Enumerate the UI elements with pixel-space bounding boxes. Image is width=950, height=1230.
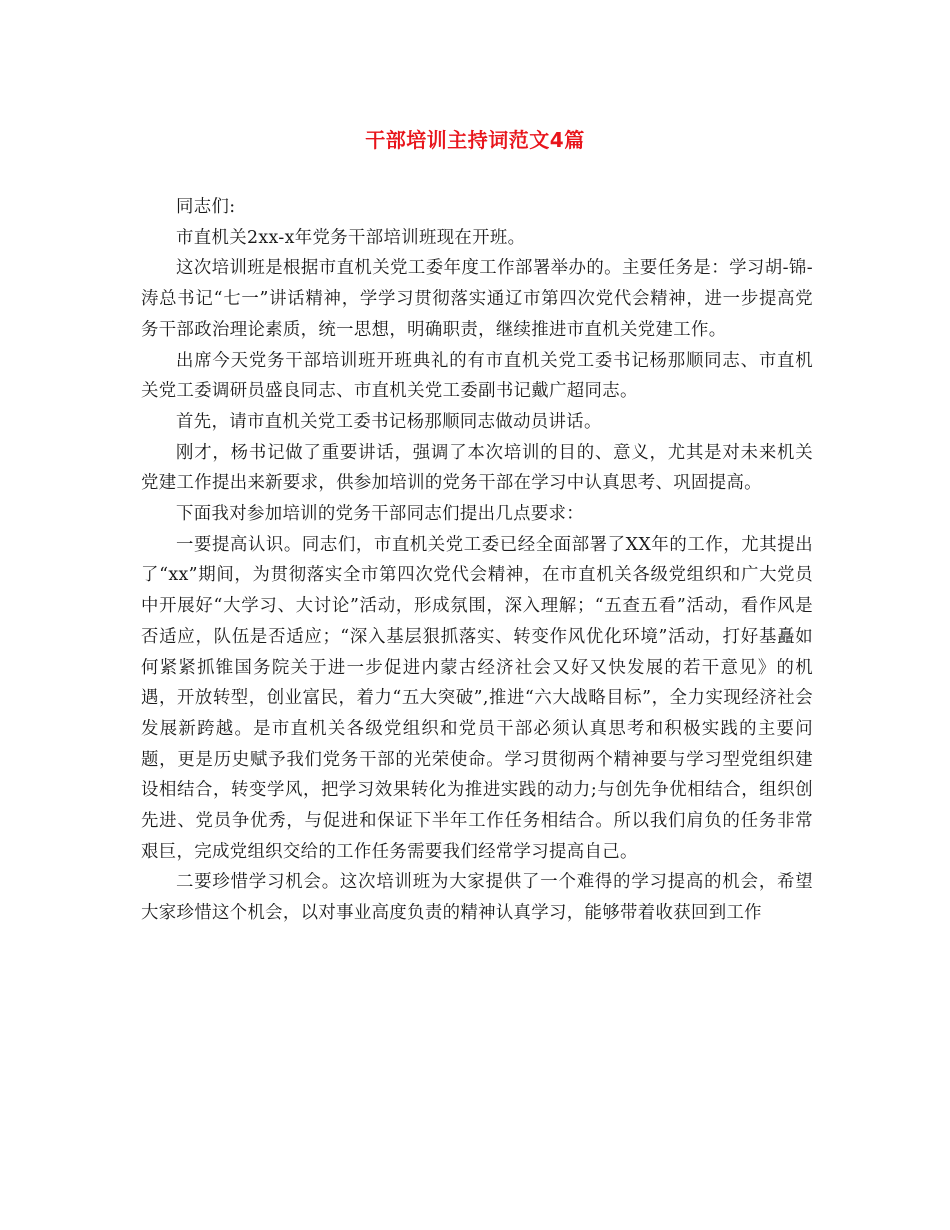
paragraph-requirement-one: 一要提高认识。同志们，市直机关党工委已经全面部署了XX年的工作，尤其提出了“xx”期间，为贯彻落实全市第四次党代会精神，在市直机关各级党组织和广大党员中开展好“大学习、大讨论”活动，形成氛围，深入理解；“五查五看”活动，看作风是否适应，队伍是否适应；“深入基层狠抓落实、转变作风优化环境”活动，打好基矗如何紧紧抓锥国务院关于进一步促进内蒙古经济社会又好又快发展的若干意见》的机遇，开放转型，创业富民，着力“五大突破”,推进“六大战略目标”，全力实现经济社会发展新跨越。是市直机关各级党组织和党员干部必须认真思考和积极实践的主要问题，更是历史赋予我们党务干部的光荣使命。学习贯彻两个精神要与学习型党组织建设相结合，转变学风，把学习效果转化为推进实践的动力;与创先争优相结合，组织创先进、党员争优秀，与促进和保证下半年工作任务相结合。所以我们肩负的任务非常艰巨，完成党组织交给的工作任务需要我们经常学习提高自己。 bbox=[141, 534, 813, 862]
document-body bbox=[141, 192, 813, 929]
paragraph-purpose: 这次培训班是根据市直机关党工委年度工作部署举办的。主要任务是：学习胡-锦-涛总书记“七一”讲话精神，学学习贯彻落实通辽市第四次党代会精神，进一步提高党务干部政治理论素质，统一思想，明确职责，继续推进市直机关党建工作。 bbox=[141, 258, 813, 340]
document-title: 干部培训主持词范文4篇 bbox=[365, 128, 585, 152]
paragraph-requirements-intro: 下面我对参加培训的党务干部同志们提出几点要求： bbox=[176, 504, 585, 525]
paragraph-greeting: 同志们: bbox=[176, 197, 236, 217]
paragraph-opening: 市直机关2xx-x年党务干部培训班现在开班。 bbox=[176, 227, 526, 248]
paragraph-requirement-two: 二要珍惜学习机会。这次培训班为大家提供了一个难得的学习提高的机会，希望大家珍惜这个机会，以对事业高度负责的精神认真学习，能够带着收获回到工作 bbox=[141, 872, 813, 924]
paragraph-speech-summary: 刚才，杨书记做了重要讲话，强调了本次培训的目的、意义，尤其是对未来机关党建工作提出来新要求，供参加培训的党务干部在学习中认真思考、巩固提高。 bbox=[141, 442, 813, 494]
paragraph-speech-invite: 首先，请市直机关党工委书记杨那顺同志做动员讲话。 bbox=[176, 411, 602, 432]
paragraph-attendees: 出席今天党务干部培训班开班典礼的有市直机关党工委书记杨那顺同志、市直机关党工委调研员盛良同志、市直机关党工委副书记戴广超同志。 bbox=[141, 350, 813, 402]
